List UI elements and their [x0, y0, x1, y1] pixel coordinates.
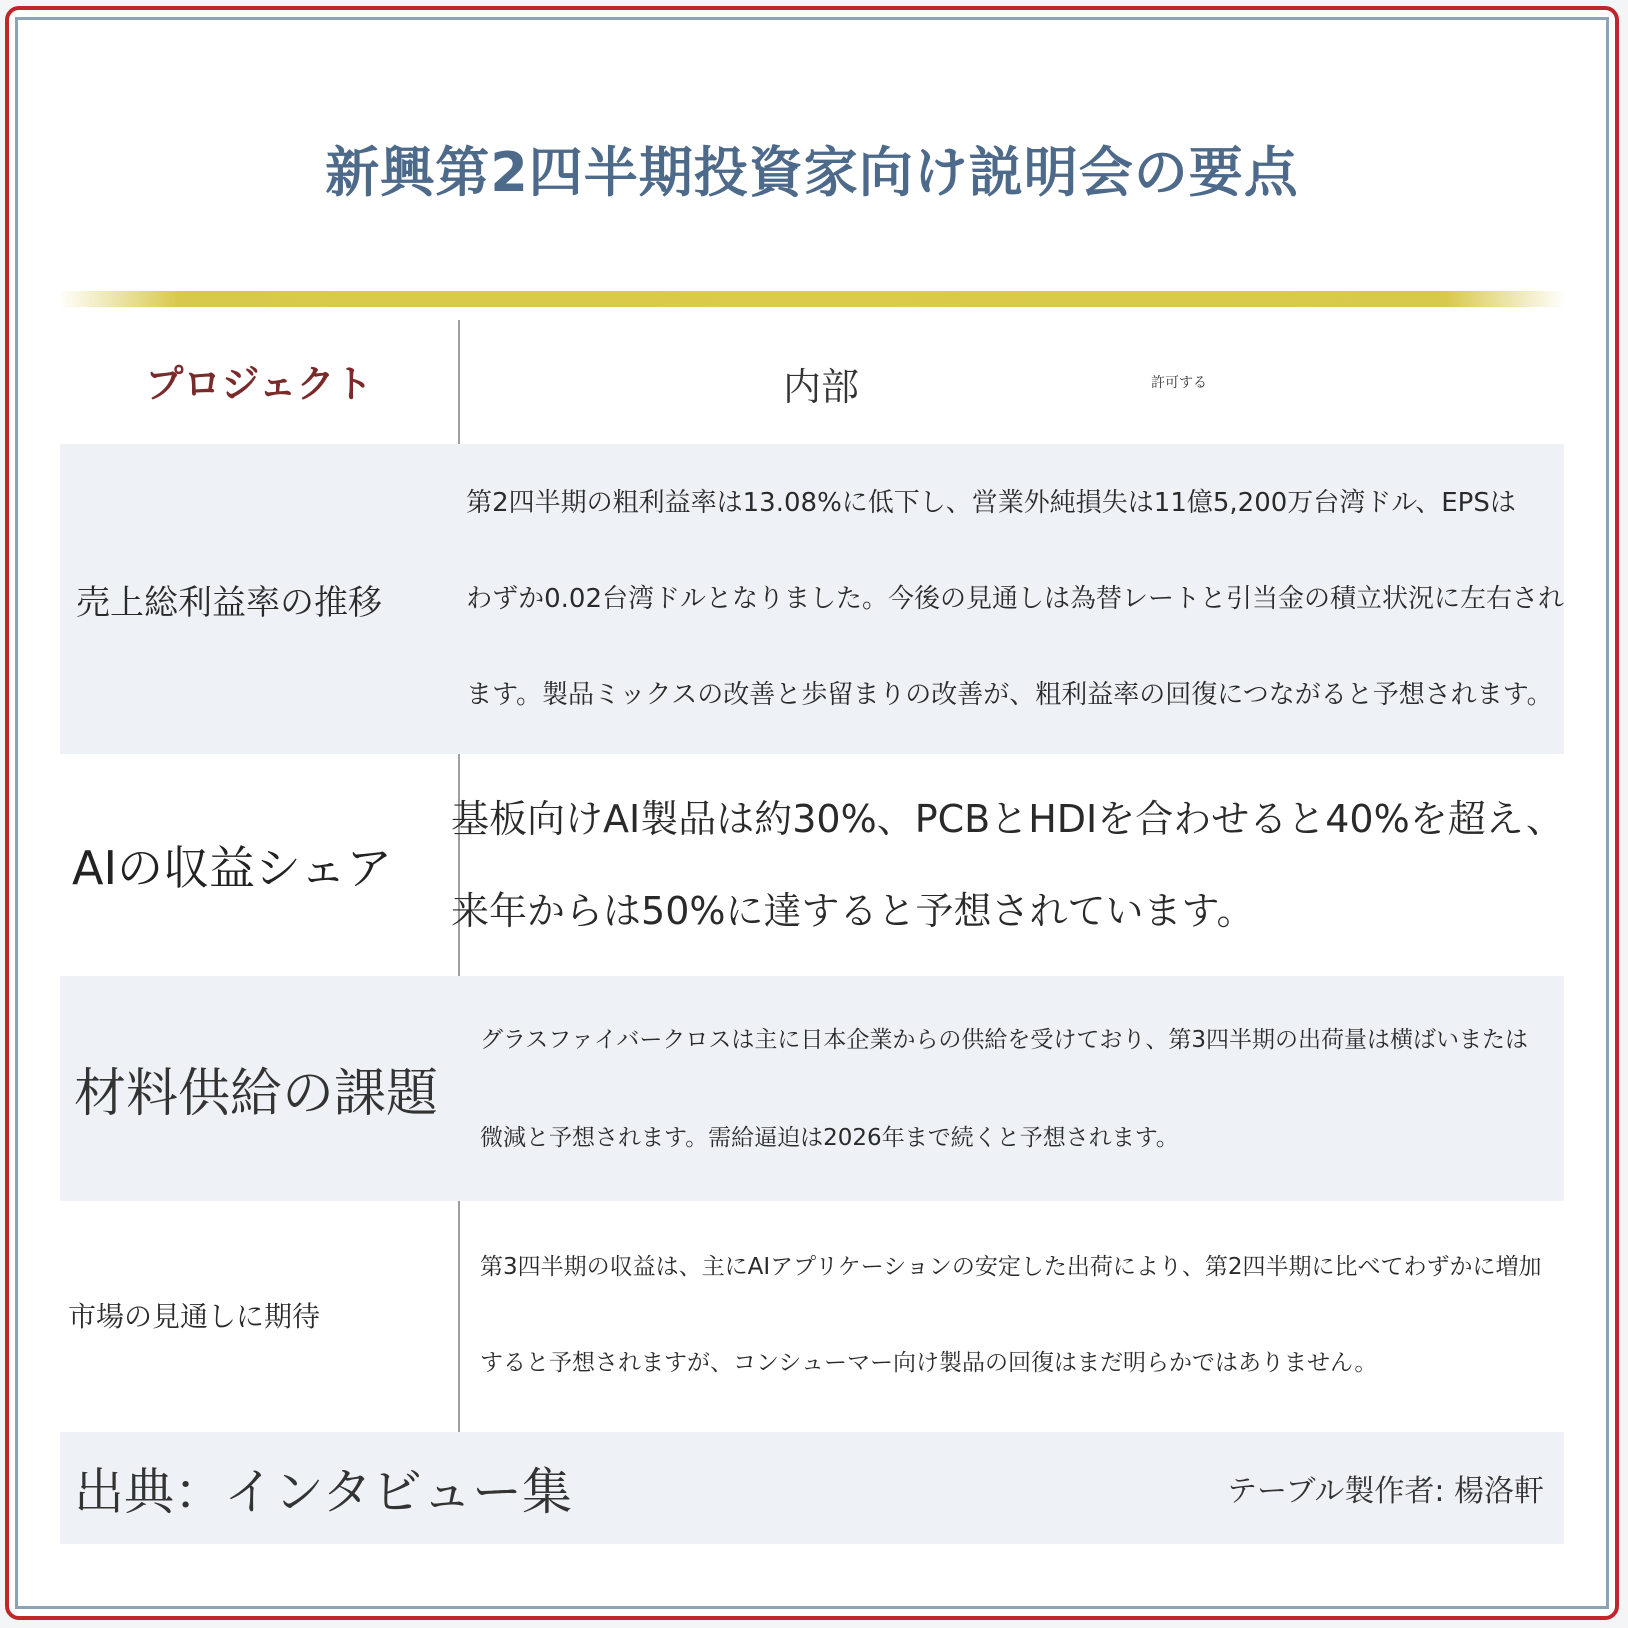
row-project-label: 市場の見通しに期待	[68, 1300, 321, 1333]
row-content-cell	[458, 976, 1564, 1201]
row-project-cell	[60, 444, 444, 754]
table-maker-credit: テーブル製作者: 楊洛軒	[1227, 1474, 1544, 1509]
title-underline-bar	[58, 291, 1566, 307]
table-row	[60, 976, 1564, 1201]
content-line: 第3四半期の収益は、主にAIアプリケーションの安定した出荷により、第2四半期に比べてわずかに増加	[480, 1254, 1542, 1280]
row-project-cell	[60, 1201, 458, 1429]
content-line: ます。製品ミックスの改善と歩留まりの改善が、粗利益率の回復につながると予想されます。	[466, 680, 1553, 710]
table-header-row	[60, 320, 1564, 440]
outer-frame	[5, 6, 1619, 1620]
source-credit: 出典：インタビュー集	[74, 1463, 572, 1521]
table-row	[60, 1201, 1564, 1429]
content-line: 基板向けAI製品は約30%、PCBとHDIを合わせると40%を超え、	[451, 797, 1564, 841]
content-line: わずか0.02台湾ドルとなりました。今後の見通しは為替レートと引当金の積立状況に左右され	[466, 584, 1564, 614]
content-line: 第2四半期の粗利益率は13.08%に低下し、営業外純損失は11億5,200万台湾ドル、EPSは	[466, 488, 1516, 518]
table-footer	[60, 1432, 1564, 1544]
inner-frame	[15, 17, 1609, 1609]
page-title: 新興第2四半期投資家向け説明会の要点	[325, 141, 1299, 204]
content-line: すると予想されますが、コンシューマー向け製品の回復はまだ明らかではありません。	[480, 1350, 1378, 1376]
table-row	[60, 444, 1564, 754]
row-project-label: 材料供給の課題	[74, 1064, 439, 1124]
header-content: 内部	[783, 365, 860, 409]
content-line: グラスファイバークロスは主に日本企業からの供給を受けており、第3四半期の出荷量は横ばいまたは	[480, 1026, 1529, 1053]
header-project: プロジェクト	[145, 361, 373, 406]
row-project-cell	[60, 754, 429, 976]
header-content-cell	[458, 320, 1564, 440]
row-project-label: 売上総利益率の推移	[76, 582, 382, 623]
header-permit-label: 許可する	[1151, 375, 1207, 391]
table-row	[60, 754, 1564, 976]
row-content-cell	[458, 1201, 1564, 1429]
row-project-cell	[60, 976, 458, 1201]
content-line: 来年からは50%に達すると予想されています。	[451, 889, 1255, 933]
row-content-cell	[444, 444, 1564, 754]
row-content-cell	[429, 754, 1564, 976]
row-project-label: AIの収益シェア	[72, 841, 393, 895]
content-line: 微減と予想されます。需給逼迫は2026年まで続くと予想されます。	[480, 1124, 1179, 1151]
